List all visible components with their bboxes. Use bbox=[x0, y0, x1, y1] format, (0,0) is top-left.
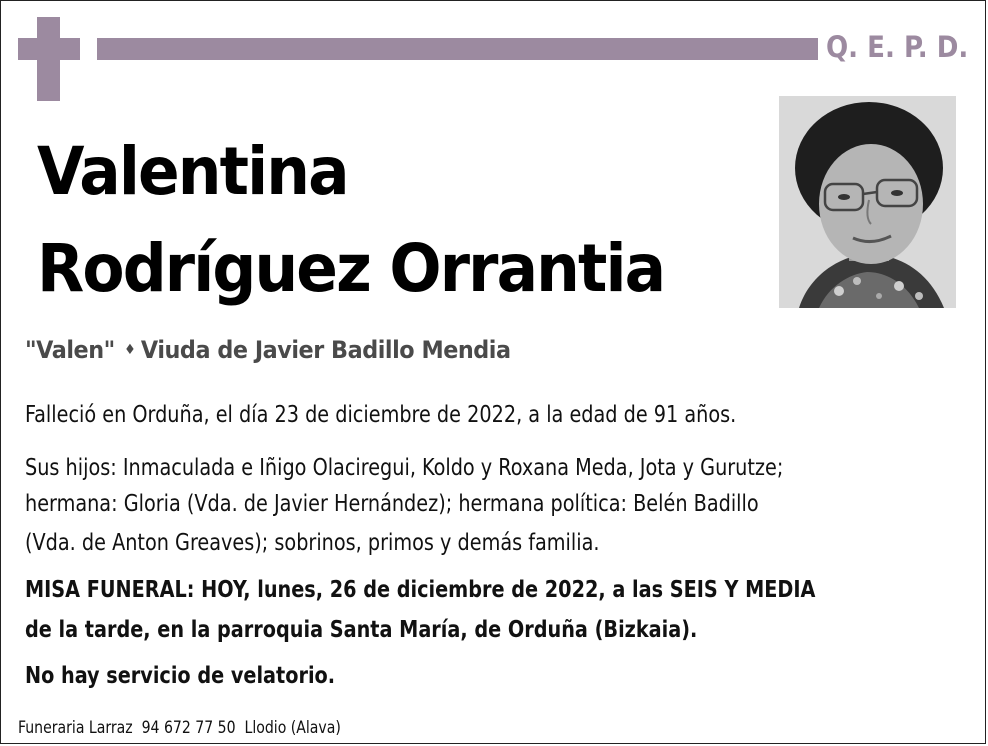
qepd-label: Q. E. P. D. bbox=[826, 30, 969, 64]
header-rule bbox=[97, 38, 818, 60]
widow-of: Viuda de Javier Badillo Mendia bbox=[140, 336, 511, 364]
wake-notice: No hay servicio de velatorio. bbox=[25, 663, 336, 689]
family-line: (Vda. de Anton Greaves); sobrinos, primos y demás familia. bbox=[25, 530, 600, 556]
death-notice: Falleció en Orduña, el día 23 de diciembre de 2022, a la edad de 91 años. bbox=[25, 402, 737, 428]
funeral-mass-line: de la tarde, en la parroquia Santa María, de Orduña (Bizkaia). bbox=[25, 617, 698, 643]
deceased-surnames: Rodríguez Orrantia bbox=[37, 230, 665, 307]
subtitle-line bbox=[25, 336, 511, 364]
portrait-photo bbox=[779, 96, 956, 308]
funeral-mass-line: MISA FUNERAL: HOY, lunes, 26 de diciembre de 2022, a las SEIS Y MEDIA bbox=[25, 577, 816, 603]
family-line: hermana: Gloria (Vda. de Javier Hernández); hermana política: Belén Badillo bbox=[25, 491, 759, 517]
diamond-icon: ♦ bbox=[124, 342, 136, 358]
deceased-first-name: Valentina bbox=[37, 133, 348, 210]
cross-icon-arm bbox=[18, 38, 80, 60]
family-line: Sus hijos: Inmaculada e Iñigo Olaciregui, Koldo y Roxana Meda, Jota y Gurutze; bbox=[25, 455, 784, 481]
nickname: "Valen" bbox=[25, 336, 115, 364]
funeral-home-footer: Funeraria Larraz 94 672 77 50 Llodio (Alava) bbox=[18, 718, 341, 738]
